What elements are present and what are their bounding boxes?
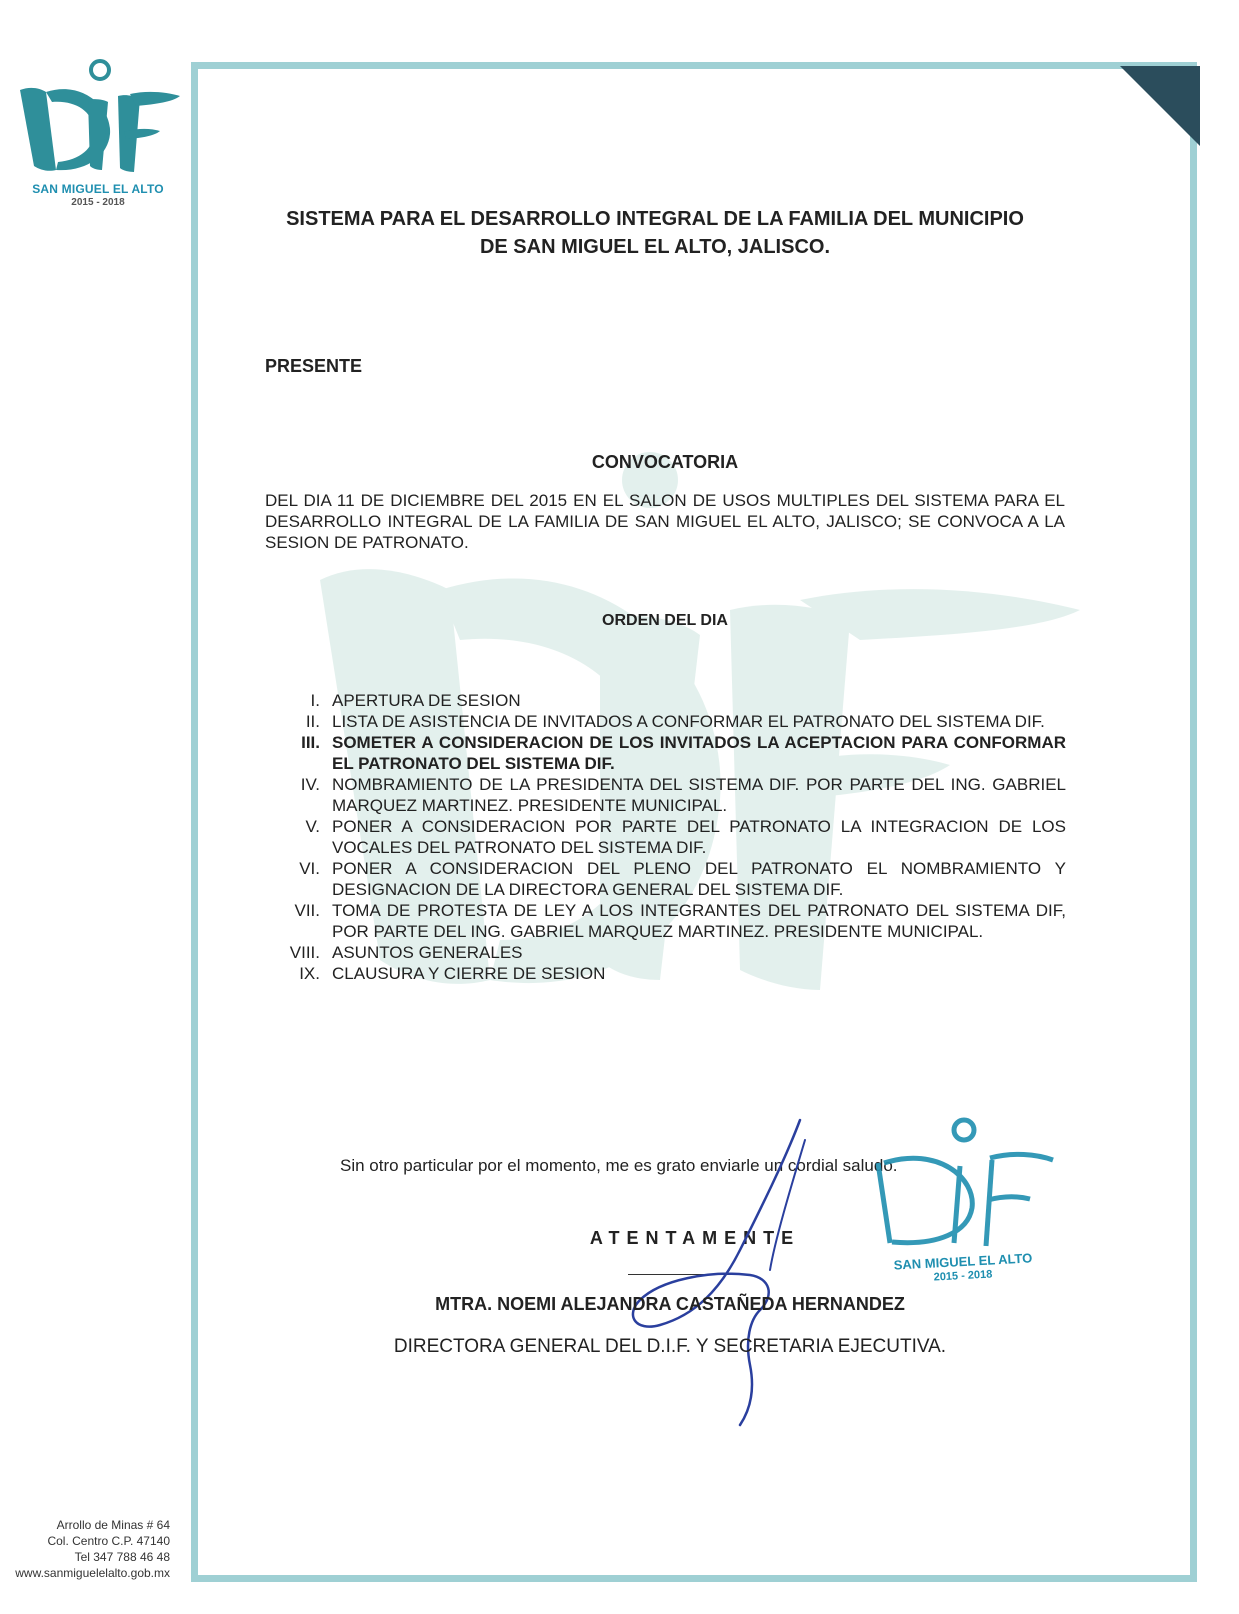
salutation: PRESENTE: [265, 356, 363, 376]
stamp-logo-mark: [868, 1108, 1063, 1253]
agenda-text: SOMETER A CONSIDERACION DE LOS INVITADOS LA ACEPTACION PARA CONFORMAR EL PATRONATO DEL SISTEMA DIF.: [332, 733, 1066, 773]
agenda-number: VII.: [294, 901, 320, 920]
agenda-item: [270, 858, 1066, 900]
logo-brand-text: SAN MIGUEL EL ALTO: [32, 182, 164, 196]
agenda-number: IV.: [300, 775, 320, 794]
dif-logo: [12, 52, 187, 207]
agenda-text: PONER A CONSIDERACION DEL PLENO DEL PATRONATO EL NOMBRAMIENTO Y DESIGNACION DE LA DIRECTORA GENERAL DEL SISTEMA DIF.: [332, 859, 1066, 899]
agenda-item: [270, 774, 1066, 816]
footer-contact: [0, 1517, 170, 1581]
footer-phone: Tel 347 788 46 48: [74, 1550, 170, 1564]
agenda-item: [270, 690, 1066, 711]
agenda-number: VI.: [299, 859, 320, 878]
agenda-number: V.: [305, 817, 320, 836]
closing-text: Sin otro particular por el momento, me es grato enviarle un cordial saludo.: [340, 1156, 898, 1175]
agenda-text: TOMA DE PROTESTA DE LEY A LOS INTEGRANTES DEL PATRONATO DEL SISTEMA DIF, POR PARTE DEL ING. GABRIEL MARQUEZ MARTINEZ. PRESIDENTE MUNICIPAL.: [332, 901, 1066, 941]
orden-title: ORDEN DEL DIA: [602, 612, 728, 629]
agenda-number: III.: [301, 733, 320, 752]
signer-name: MTRA. NOEMI ALEJANDRA CASTAÑEDA HERNANDEZ: [435, 1294, 905, 1314]
stamp-brand-text: SAN MIGUEL EL ALTO: [893, 1250, 1033, 1273]
agenda-item: [270, 963, 1066, 984]
footer-colony: Col. Centro C.P. 47140: [47, 1534, 170, 1548]
dif-stamp: [868, 1108, 1063, 1288]
agenda-text: NOMBRAMIENTO DE LA PRESIDENTA DEL SISTEMA DIF. POR PARTE DEL ING. GABRIEL MARQUEZ MARTINEZ. PRESIDENTE MUNICIPAL.: [332, 775, 1066, 815]
stamp-years-text: 2015 - 2018: [933, 1268, 993, 1284]
footer-address: Arrollo de Minas # 64: [56, 1518, 170, 1532]
agenda-number: II.: [305, 712, 320, 731]
agenda-number: I.: [310, 691, 320, 710]
handwritten-signature: [600, 1100, 830, 1430]
agenda-text: ASUNTOS GENERALES: [332, 943, 523, 962]
dif-logo-mark: [12, 52, 187, 182]
agenda-number: IX.: [299, 964, 320, 983]
header-line-2: DE SAN MIGUEL EL ALTO, JALISCO.: [479, 236, 831, 258]
agenda-item: [270, 942, 1066, 963]
agenda-text: CLAUSURA Y CIERRE DE SESION: [332, 964, 606, 983]
footer-website: www.sanmiguelelalto.gob.mx: [15, 1566, 170, 1580]
header-line-1: SISTEMA PARA EL DESARROLLO INTEGRAL DE LA FAMILIA DEL MUNICIPIO: [286, 208, 1024, 230]
logo-years-text: 2015 - 2018: [71, 197, 125, 208]
agenda-item: [270, 900, 1066, 942]
agenda-text: LISTA DE ASISTENCIA DE INVITADOS A CONFORMAR EL PATRONATO DEL SISTEMA DIF.: [332, 712, 1045, 731]
signer-title: DIRECTORA GENERAL DEL D.I.F. Y SECRETARIA EJECUTIVA.: [393, 1336, 947, 1357]
agenda-item: [270, 732, 1066, 774]
agenda-list: [270, 690, 1066, 984]
convocatoria-text: DEL DIA 11 DE DICIEMBRE DEL 2015 EN EL SALON DE USOS MULTIPLES DEL SISTEMA PARA EL DESARROLLO INTEGRAL DE LA FAMILIA DE SAN MIGUEL EL ALTO, JALISCO; SE CONVOCA A LA SESION DE PATRONATO.: [265, 491, 1065, 552]
agenda-number: VIII.: [289, 943, 320, 962]
corner-decoration: [1120, 66, 1200, 146]
convocatoria-title: CONVOCATORIA: [591, 452, 739, 472]
agenda-text: APERTURA DE SESION: [332, 691, 521, 710]
document-header: [230, 205, 1080, 261]
atentamente-label: ATENTAMENTE: [589, 1228, 801, 1248]
agenda-text: PONER A CONSIDERACION POR PARTE DEL PATRONATO LA INTEGRACION DE LOS VOCALES DEL PATRONATO DEL SISTEMA DIF.: [332, 817, 1066, 857]
agenda-item: [270, 711, 1066, 732]
agenda-item: [270, 816, 1066, 858]
